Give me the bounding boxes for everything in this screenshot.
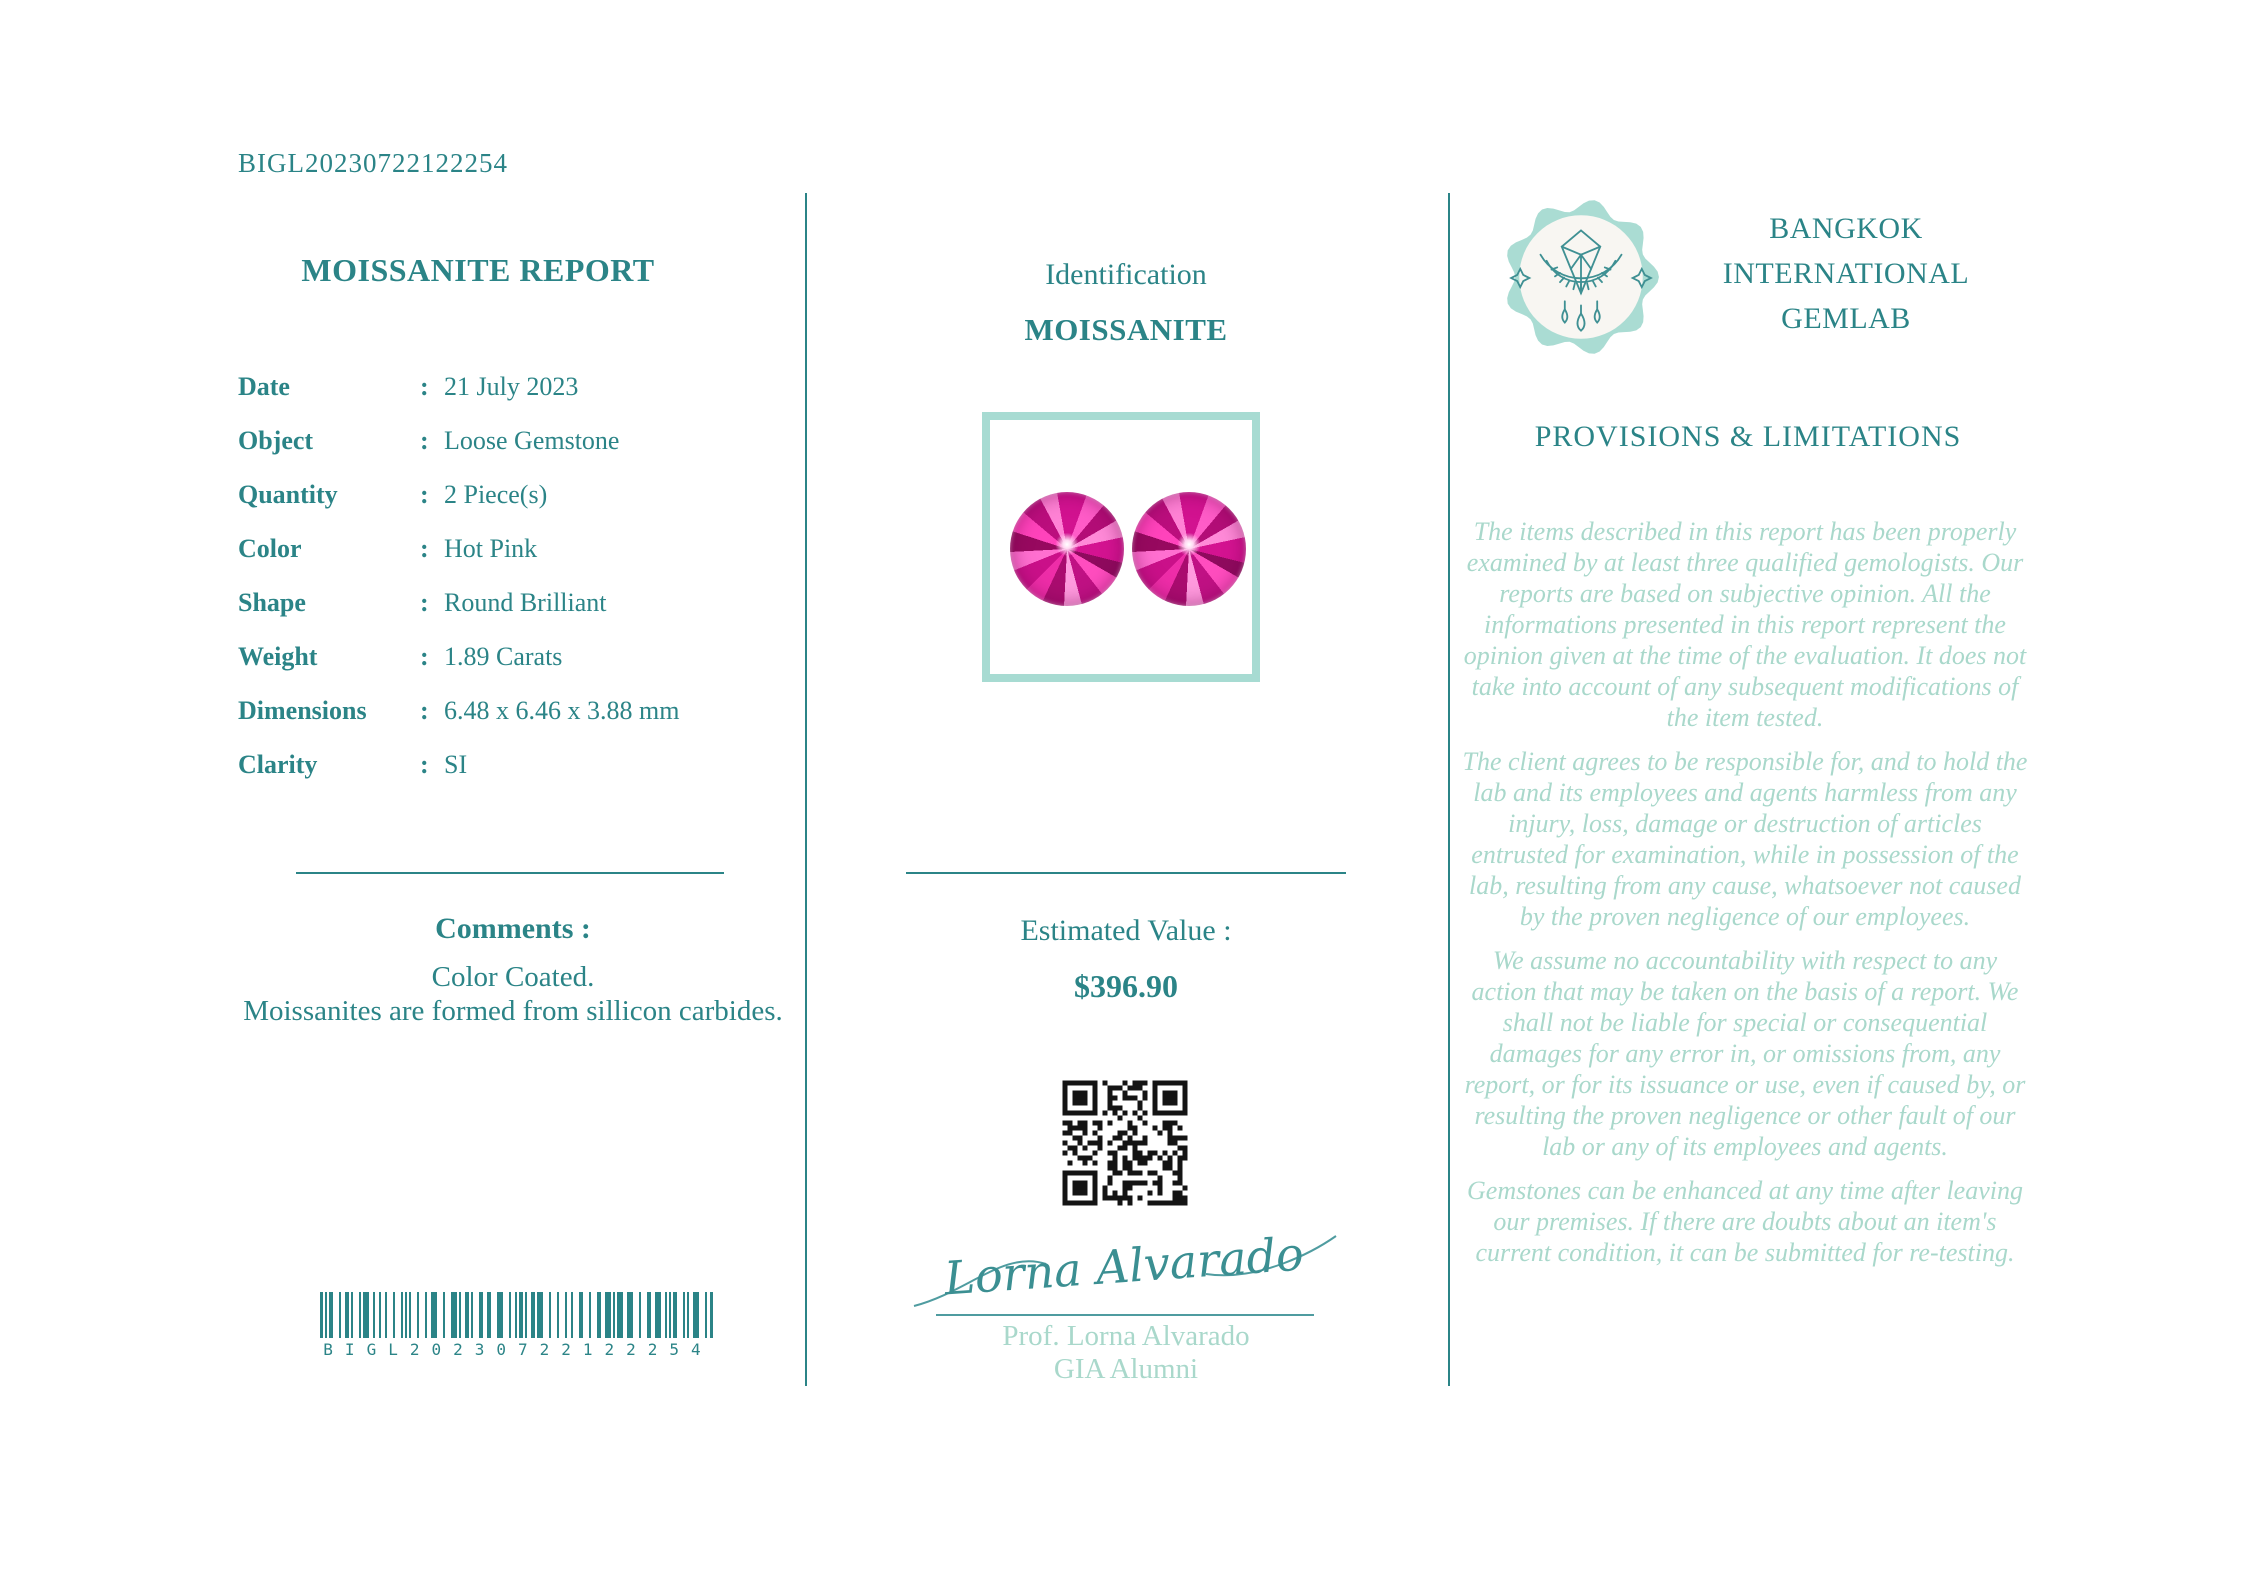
gemstone-image-left	[1010, 492, 1124, 606]
report-fields	[238, 360, 718, 792]
comments-heading: Comments :	[435, 912, 591, 945]
column-divider-left	[805, 193, 807, 1386]
estimated-value: $396.90	[1074, 968, 1178, 1004]
field-row-color: Color : Hot Pink	[238, 522, 718, 576]
estimated-value-label: Estimated Value :	[1020, 914, 1232, 947]
provision-paragraph: The client agrees to be responsible for, and to hold the lab and its employees and agents harmless from any injury, loss, damage or destruction of articles entrusted for examination, while in possession of the lab, resulting from any cause, whatsoever not caused by the proven negligence of our employees.	[1462, 747, 2028, 931]
field-label: Clarity	[238, 750, 318, 779]
provisions-heading: PROVISIONS & LIMITATIONS	[1534, 420, 1962, 453]
field-row-date: Date : 21 July 2023	[238, 360, 718, 414]
barcode-bars-icon	[320, 1292, 716, 1338]
field-label: Quantity	[238, 480, 338, 509]
provision-paragraph: The items described in this report has been properly examined by at least three qualified gemologists. Our reports are based on subjective opinion. All the informations presented in this report represent the opinion given at the time of the evaluation. It does not take into account of any subsequent modifications of the item tested.	[1463, 517, 2027, 732]
gemlab-logo-icon	[1500, 196, 1662, 358]
comments-divider-line	[296, 872, 724, 874]
field-row-weight: Weight : 1.89 Carats	[238, 630, 718, 684]
signer-title: GIA Alumni	[1053, 1353, 1199, 1385]
field-value: Loose Gemstone	[444, 426, 620, 455]
field-value: 6.48 x 6.46 x 3.88 mm	[444, 696, 680, 725]
comments-line: Moissanites are formed from sillicon carbides.	[243, 995, 783, 1027]
lab-name-line: BANGKOK	[1769, 212, 1923, 245]
provisions-paragraphs	[1460, 516, 2030, 1281]
field-label: Color	[238, 534, 302, 563]
field-row-dimensions: Dimensions : 6.48 x 6.46 x 3.88 mm	[238, 684, 718, 738]
field-label: Shape	[238, 588, 306, 617]
signature	[908, 1216, 1342, 1316]
identification-heading: Identification	[1045, 258, 1207, 291]
field-label: Date	[238, 372, 290, 401]
comments-line: Color Coated.	[431, 961, 595, 993]
gemstone-image-right	[1132, 492, 1246, 606]
barcode-text: BIGL20230722122254	[323, 1340, 713, 1359]
field-value: 21 July 2023	[444, 372, 579, 401]
field-value: 1.89 Carats	[444, 642, 563, 671]
signer-name: Prof. Lorna Alvarado	[1002, 1320, 1250, 1352]
field-value: Hot Pink	[444, 534, 538, 563]
provision-paragraph: Gemstones can be enhanced at any time after leaving our premises. If there are doubts about an item's current condition, it can be submitted for re-testing.	[1467, 1176, 2023, 1267]
field-row-shape: Shape : Round Brilliant	[238, 576, 718, 630]
identification-value: MOISSANITE	[1024, 312, 1228, 347]
field-label: Object	[238, 426, 314, 455]
lab-name-line: INTERNATIONAL	[1722, 257, 1970, 290]
gem-photo	[982, 412, 1260, 682]
field-row-quantity: Quantity : 2 Piece(s)	[238, 468, 718, 522]
field-label: Weight	[238, 642, 318, 671]
field-row-object: Object : Loose Gemstone	[238, 414, 718, 468]
report-title: MOISSANITE REPORT	[301, 252, 655, 288]
field-value: 2 Piece(s)	[444, 480, 548, 509]
field-row-clarity: Clarity : SI	[238, 738, 718, 792]
qr-code-icon	[1060, 1078, 1190, 1208]
provision-paragraph: We assume no accountability with respect to any action that may be taken on the basis of a report. We shall not be liable for special or consequential damages for any error in, or omissions from, any report, or for its issuance or use, even if caused by, or resulting the proven negligence or other fault of our lab or any of its employees and agents.	[1464, 946, 2026, 1161]
lab-name-line: GEMLAB	[1781, 302, 1911, 335]
report-number: BIGL20230722122254	[238, 148, 508, 178]
comments-text	[178, 960, 848, 1028]
estimated-value-divider-line	[906, 872, 1346, 874]
field-value: SI	[444, 750, 468, 779]
column-divider-right	[1448, 193, 1450, 1386]
barcode	[320, 1292, 716, 1359]
lab-name	[1672, 206, 2020, 341]
field-value: Round Brilliant	[444, 588, 607, 617]
signature-name: Lorna Alvarado	[942, 1226, 1306, 1306]
signature-line	[936, 1314, 1314, 1316]
field-label: Dimensions	[238, 696, 367, 725]
